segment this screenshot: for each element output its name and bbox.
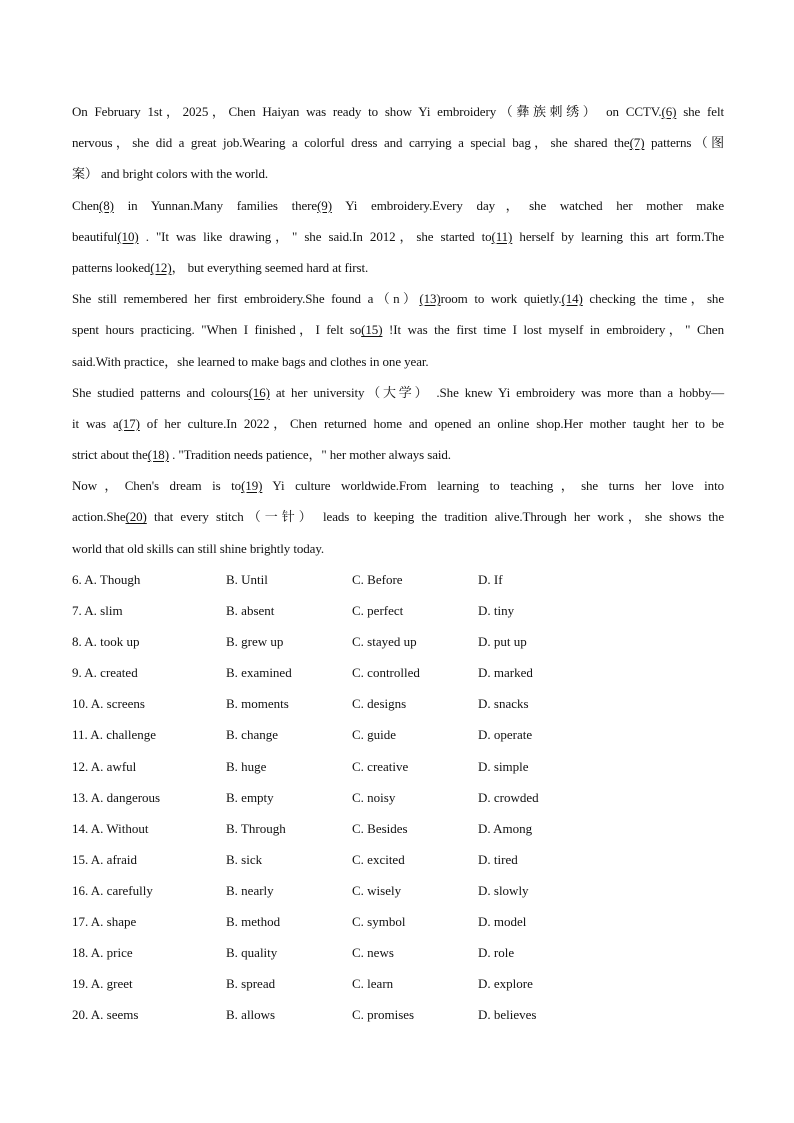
answer-option: B. spread bbox=[226, 976, 276, 992]
passage-line bbox=[72, 533, 724, 564]
answer-option: B. quality bbox=[226, 945, 278, 961]
passage-line bbox=[72, 314, 724, 345]
answer-option: C. creative bbox=[352, 758, 409, 774]
answer-option: B. sick bbox=[226, 851, 263, 867]
passage-line bbox=[72, 190, 724, 221]
passage-text: of her culture.In 2022，Chen returned home and opened an online shop.Her mother taught her to be bbox=[139, 415, 724, 431]
passage-text: she felt bbox=[676, 104, 724, 119]
answer-option: D. tired bbox=[478, 851, 518, 867]
answer-option: 10. A. screens bbox=[72, 696, 145, 712]
answer-option: B. grew up bbox=[226, 634, 284, 650]
blank-number: (7) bbox=[629, 135, 645, 151]
question-row bbox=[72, 999, 724, 1030]
passage-line bbox=[72, 439, 724, 470]
passage-line bbox=[72, 377, 724, 408]
answer-option: 9. A. created bbox=[72, 665, 138, 681]
passage-text: On February 1st，2025，Chen Haiyan was ready to show Yi embroidery（彝族刺绣） on CCTV. bbox=[72, 104, 662, 119]
answer-option: C. noisy bbox=[352, 789, 396, 805]
passage-text: 案） and bright colors with the world. bbox=[72, 166, 269, 182]
passage-text: at her university（大学） .She knew Yi embroidery was more than a hobby— bbox=[269, 384, 725, 400]
answer-option: B. nearly bbox=[226, 882, 274, 898]
passage-text: said.With practice，she learned to make bags and clothes in one year. bbox=[72, 353, 429, 369]
passage-text: patterns looked bbox=[72, 259, 151, 275]
options-list bbox=[72, 564, 724, 1030]
passage-text: . "It was like drawing，" she said.In 2012，she started to bbox=[138, 228, 492, 244]
answer-option: 19. A. greet bbox=[72, 976, 133, 992]
passage-text: strict about the bbox=[72, 447, 148, 463]
answer-option: D. operate bbox=[478, 727, 533, 743]
passage-line bbox=[72, 283, 724, 314]
answer-option: C. Before bbox=[352, 572, 403, 587]
blank-number: (17) bbox=[118, 415, 140, 431]
passage-text: nervous，she did a great job.Wearing a colorful dress and carrying a special bag，she shared the bbox=[72, 135, 630, 151]
answer-option: D. model bbox=[478, 914, 527, 930]
question-row bbox=[72, 906, 724, 937]
question-row bbox=[72, 968, 724, 999]
answer-option: C. news bbox=[352, 945, 394, 961]
answer-option: D. tiny bbox=[478, 603, 515, 619]
passage-line bbox=[72, 408, 724, 439]
answer-option: D. slowly bbox=[478, 882, 529, 898]
question-row bbox=[72, 875, 724, 906]
passage-text: She still remembered her first embroidery.She found a（n） bbox=[72, 291, 420, 307]
answer-option: B. method bbox=[226, 914, 281, 930]
answer-option: B. change bbox=[226, 727, 278, 743]
answer-option: 12. A. awful bbox=[72, 758, 137, 774]
answer-option: C. promises bbox=[352, 1007, 415, 1023]
question-row bbox=[72, 782, 724, 813]
answer-option: B. Through bbox=[226, 820, 286, 836]
question-row bbox=[72, 595, 724, 626]
answer-option: D. snacks bbox=[478, 696, 529, 712]
answer-option: 18. A. price bbox=[72, 945, 133, 961]
passage-text: it was a bbox=[72, 415, 119, 431]
blank-number: (9) bbox=[317, 197, 332, 213]
answer-option: C. guide bbox=[352, 727, 397, 743]
blank-number: (6) bbox=[661, 104, 677, 119]
question-row bbox=[72, 564, 724, 595]
blank-number: (11) bbox=[491, 228, 513, 244]
blank-number: (15) bbox=[361, 322, 383, 338]
passage-text: herself by learning this art form.The bbox=[512, 228, 725, 244]
question-row bbox=[72, 844, 724, 875]
passage-text: Chen bbox=[72, 197, 100, 213]
passage-text: that every stitch（一针） leads to keeping the tradition alive.Through her work，she shows the bbox=[146, 509, 724, 525]
blank-number: (12) bbox=[150, 259, 172, 275]
answer-option: D. believes bbox=[478, 1007, 537, 1023]
passage-text: room to work quietly. bbox=[440, 291, 562, 307]
answer-option: 11. A. challenge bbox=[72, 727, 156, 743]
answer-option: D. marked bbox=[478, 665, 533, 681]
answer-option: 7. A. slim bbox=[72, 603, 123, 619]
passage-text: Yi embroidery.Every day，she watched her mother make bbox=[331, 197, 724, 213]
answer-option: 8. A. took up bbox=[72, 634, 140, 650]
passage-text: . "Tradition needs patience，" her mother always said. bbox=[168, 447, 451, 463]
passage-text: in Yunnan.Many families there bbox=[113, 197, 318, 213]
blank-number: (16) bbox=[248, 384, 270, 400]
answer-option: C. learn bbox=[352, 976, 394, 992]
blank-number: (10) bbox=[117, 228, 139, 244]
question-row bbox=[72, 937, 724, 968]
answer-option: C. stayed up bbox=[352, 634, 417, 650]
answer-option: D. If bbox=[478, 572, 503, 587]
blank-number: (20) bbox=[125, 509, 147, 525]
blank-number: (8) bbox=[99, 197, 114, 213]
answer-option: D. simple bbox=[478, 758, 529, 774]
passage-line bbox=[72, 501, 724, 532]
passage-text: Now，Chen's dream is to bbox=[72, 478, 242, 494]
passage-text: beautiful bbox=[72, 228, 118, 244]
answer-option: D. put up bbox=[478, 634, 527, 650]
answer-option: 16. A. carefully bbox=[72, 882, 153, 898]
answer-option: 15. A. afraid bbox=[72, 851, 137, 867]
question-row bbox=[72, 719, 724, 750]
answer-option: C. excited bbox=[352, 851, 405, 867]
answer-option: 13. A. dangerous bbox=[72, 789, 161, 805]
passage-line bbox=[72, 96, 724, 127]
passage-text: spent hours practicing. "When I finished，I felt so bbox=[72, 322, 362, 338]
passage-line bbox=[72, 252, 724, 283]
answer-option: C. controlled bbox=[352, 665, 420, 681]
answer-option: B. huge bbox=[226, 758, 267, 774]
question-row bbox=[72, 657, 724, 688]
answer-option: C. Besides bbox=[352, 820, 408, 836]
blank-number: (18) bbox=[147, 447, 169, 463]
answer-option: 6. A. Though bbox=[72, 572, 141, 587]
question-row bbox=[72, 626, 724, 657]
answer-option: C. symbol bbox=[352, 914, 406, 930]
passage-text: checking the time，she bbox=[582, 291, 724, 307]
passage-line bbox=[72, 158, 724, 189]
passage-text: world that old skills can still shine brightly today. bbox=[72, 540, 325, 556]
answer-option: C. perfect bbox=[352, 603, 404, 619]
answer-option: 14. A. Without bbox=[72, 820, 149, 836]
question-row bbox=[72, 751, 724, 782]
passage-line bbox=[72, 470, 724, 501]
answer-option: D. explore bbox=[478, 976, 533, 992]
answer-option: D. crowded bbox=[478, 789, 539, 805]
passage-line bbox=[72, 346, 724, 377]
blank-number: (13) bbox=[419, 291, 441, 307]
answer-option: B. empty bbox=[226, 789, 274, 805]
answer-option: B. Until bbox=[226, 572, 268, 587]
blank-number: (14) bbox=[561, 291, 583, 307]
answer-option: B. moments bbox=[226, 696, 289, 712]
passage-text: patterns（图 bbox=[644, 135, 724, 151]
passage-text: She studied patterns and colours bbox=[72, 384, 249, 400]
passage-text: Yi culture worldwide.From learning to teaching，she turns her love into bbox=[262, 478, 724, 494]
passage-text: action.She bbox=[72, 509, 126, 525]
answer-option: C. designs bbox=[352, 696, 407, 712]
answer-option: C. wisely bbox=[352, 882, 402, 898]
answer-option: 20. A. seems bbox=[72, 1007, 139, 1023]
answer-option: 17. A. shape bbox=[72, 914, 137, 930]
answer-option: B. examined bbox=[226, 665, 292, 681]
question-row bbox=[72, 813, 724, 844]
passage-text: !It was the first time I lost myself in embroidery，" Chen bbox=[382, 322, 724, 338]
answer-option: D. Among bbox=[478, 820, 533, 836]
passage-line bbox=[72, 221, 724, 252]
answer-option: B. absent bbox=[226, 603, 275, 619]
passage-text: ， but everything seemed hard at first. bbox=[171, 259, 369, 275]
blank-number: (19) bbox=[241, 478, 263, 494]
answer-option: D. role bbox=[478, 945, 515, 961]
answer-option: B. allows bbox=[226, 1007, 276, 1023]
passage bbox=[72, 96, 724, 564]
question-row bbox=[72, 688, 724, 719]
passage-line bbox=[72, 127, 724, 158]
